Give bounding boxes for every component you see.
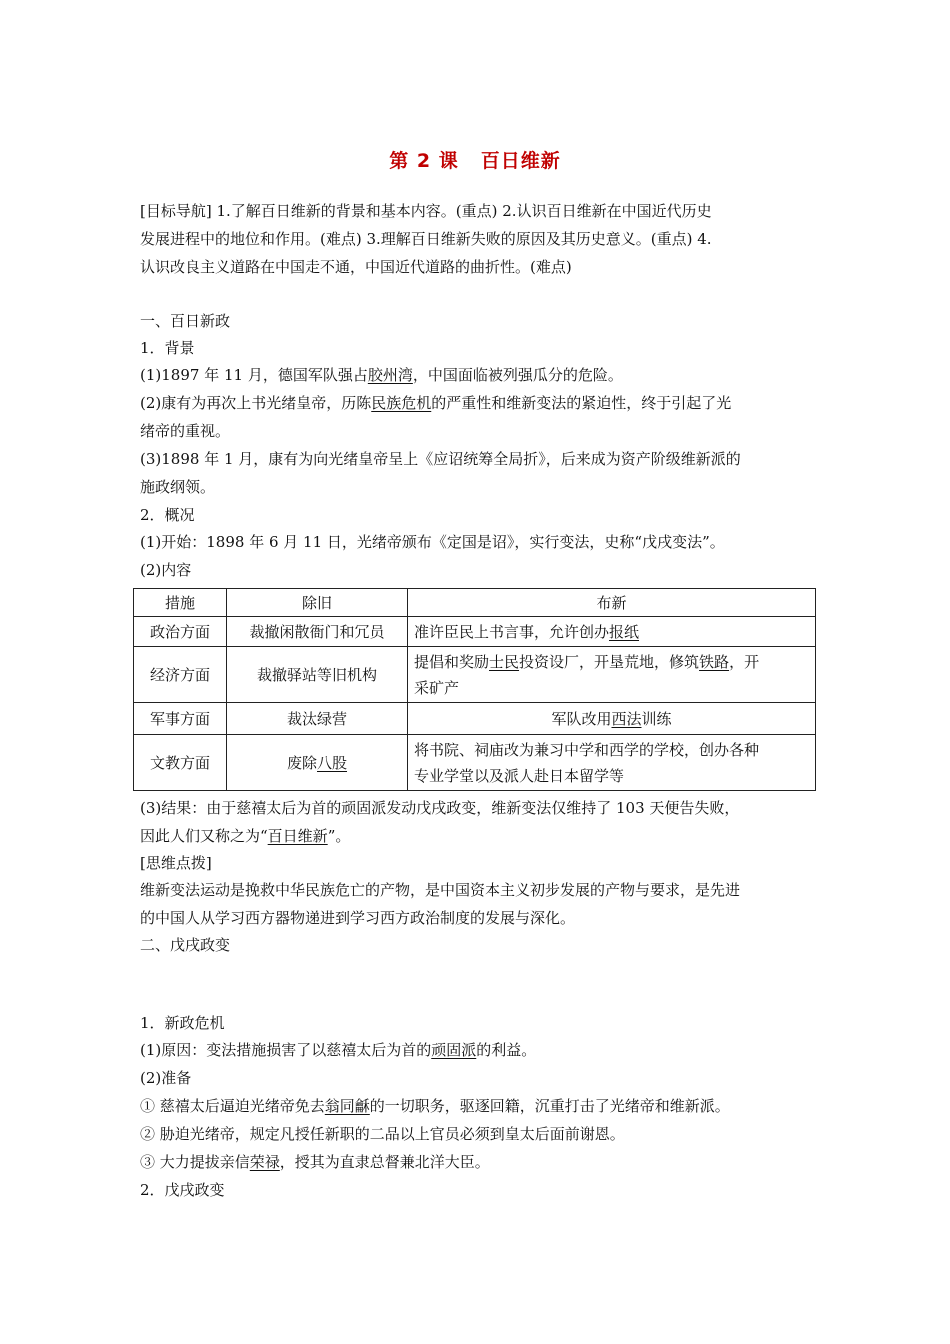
result-line-2: 因此人们又称之为“百日维新”。 [140,827,351,845]
overview-title: 2．概况 [140,506,195,524]
table-cell: 军队改用西法训练 [408,703,816,735]
table-cell: 裁撤驿站等旧机构 [227,647,408,703]
table-row [134,617,816,647]
table-cell: 文教方面 [134,735,227,791]
lesson-number: 第 2 课 [389,150,459,172]
reform-table [133,588,816,791]
goals-line-3: 认识改良主义道路在中国走不通，中国近代道路的曲折性。(难点) [140,258,572,276]
crisis-prep: (2)准备 [140,1069,192,1087]
table-cell: 裁汰绿营 [227,703,408,735]
table-row [134,703,816,735]
background-item-3-cont: 施政纲领。 [140,478,216,496]
overview-start: (1)开始：1898 年 6 月 11 日，光绪帝颁布《定国是诏》，实行变法，史称“戊戌变法”。 [140,533,725,551]
goals-line-2: 发展进程中的地位和作用。(难点) 3.理解百日维新失败的原因及其历史意义。(重点) 4. [140,230,712,248]
prep-item-3: ③ 大力提拔亲信荣禄，授其为直隶总督兼北洋大臣。 [140,1153,490,1171]
overview-content: (2)内容 [140,561,192,579]
table-cell: 准许臣民上书言事，允许创办报纸 [408,617,816,647]
background-item-2-cont: 绪帝的重视。 [140,422,231,440]
prep-item-2: ② 胁迫光绪帝，规定凡授任新职的二品以上官员必须到皇太后面前谢恩。 [140,1125,625,1143]
table-header: 措施 [134,589,227,617]
table-cell: 提倡和奖励士民投资设厂，开垦荒地，修筑铁路，开 采矿产 [408,647,816,703]
goals-line-1: [目标导航] 1.了解百日维新的背景和基本内容。(重点) 2.认识百日维新在中国近代历史 [140,202,712,220]
lesson-title [0,146,950,173]
table-cell: 裁撤闲散衙门和冗员 [227,617,408,647]
table-row [134,647,816,703]
section-1-heading: 一、百日新政 [140,312,231,330]
think-line-2: 的中国人从学习西方器物递进到学习西方政治制度的发展与深化。 [140,909,576,927]
table-row [134,735,816,791]
table-cell: 军事方面 [134,703,227,735]
table-cell: 废除八股 [227,735,408,791]
table-cell: 政治方面 [134,617,227,647]
table-cell: 将书院、祠庙改为兼习中学和西学的学校，创办各种 专业学堂以及派人赴日本留学等 [408,735,816,791]
table-header: 除旧 [227,589,408,617]
coup-title: 2．戊戌政变 [140,1181,225,1199]
background-item-2: (2)康有为再次上书光绪皇帝，历陈民族危机的严重性和维新变法的紧迫性，终于引起了光 [140,394,732,412]
think-title: [思维点拨] [140,854,212,872]
background-item-3: (3)1898 年 1 月，康有为向光绪皇帝呈上《应诏统筹全局折》，后来成为资产阶级维新派的 [140,450,741,468]
prep-item-1: ① 慈禧太后逼迫光绪帝免去翁同龢的一切职务，驱逐回籍，沉重打击了光绪帝和维新派。 [140,1097,730,1115]
crisis-title: 1．新政危机 [140,1014,225,1032]
section-2-heading: 二、戊戌政变 [140,936,231,954]
table-header-row [134,589,816,617]
crisis-cause: (1)原因：变法措施损害了以慈禧太后为首的顽固派的利益。 [140,1041,537,1059]
lesson-name: 百日维新 [480,150,561,172]
background-title: 1．背景 [140,339,195,357]
think-line-1: 维新变法运动是挽救中华民族危亡的产物，是中国资本主义初步发展的产物与要求，是先进 [140,881,741,899]
table-header: 布新 [408,589,816,617]
background-item-1: (1)1897 年 11 月，德国军队强占胶州湾，中国面临被列强瓜分的危险。 [140,366,623,384]
result-line-1: (3)结果：由于慈禧太后为首的顽固派发动戊戌政变，维新变法仅维持了 103 天便告失败， [140,799,740,817]
table-cell: 经济方面 [134,647,227,703]
